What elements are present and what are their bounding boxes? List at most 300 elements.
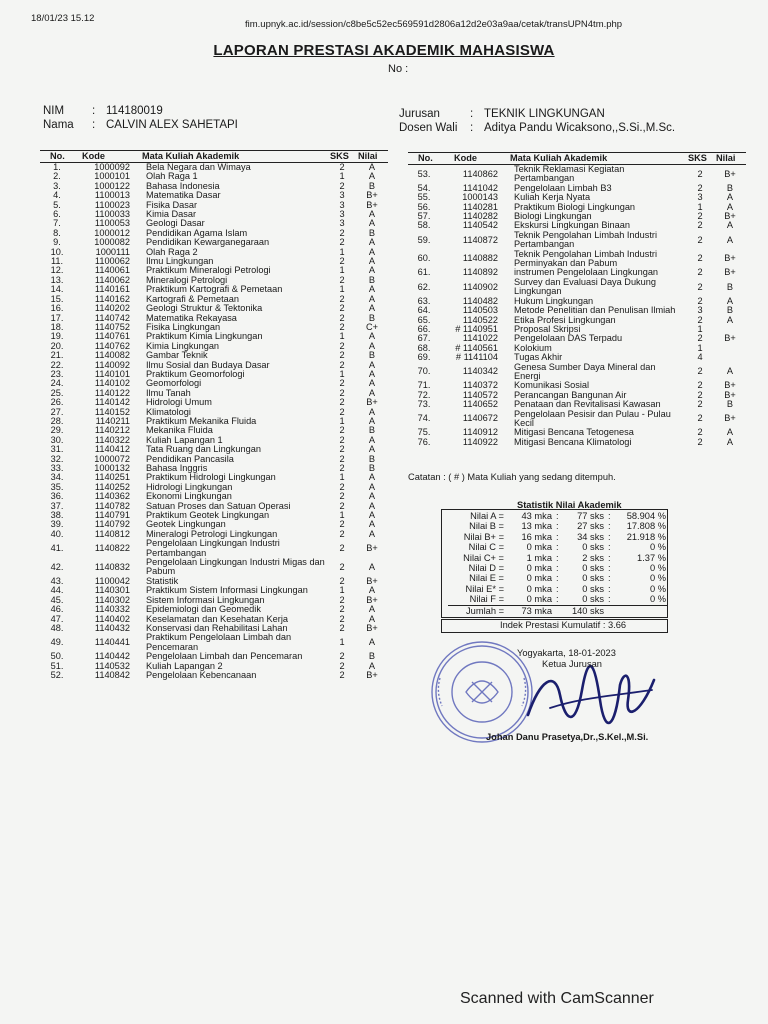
row-kode: # 1140561 <box>455 342 498 353</box>
row-nilai <box>714 344 746 353</box>
row-nilai: B+ <box>366 622 378 633</box>
row-mata-kuliah: Bahasa Indonesia <box>146 180 220 191</box>
row-sks: 2 <box>339 425 345 436</box>
row-no: 3. <box>53 180 61 191</box>
row-kode: 1140761 <box>94 331 130 342</box>
row-kode: 1140342 <box>462 366 498 377</box>
stat-sep1: : <box>556 521 559 532</box>
row-nilai: A <box>726 295 734 306</box>
stat-sep2: : <box>608 563 611 574</box>
row-sks: 1 <box>339 331 345 342</box>
row-mata-kuliah: Ilmu Lingkungan <box>146 256 214 267</box>
table-row <box>40 238 388 247</box>
courses-table-right <box>408 152 746 447</box>
stat-sks: 140 sks <box>571 605 604 616</box>
row-no: 36. <box>50 491 64 502</box>
row-no: 75. <box>417 427 431 438</box>
row-no: 76. <box>417 436 431 447</box>
stat-sks: 0 sks <box>582 583 604 594</box>
row-no: 14. <box>50 284 64 295</box>
stat-sks: 0 sks <box>582 573 604 584</box>
row-mata-kuliah: Genesa Sumber Daya Mineral dan Energi <box>514 361 656 381</box>
table-row <box>40 370 388 379</box>
row-sks: 2 <box>339 519 345 530</box>
row-nilai: B <box>368 425 376 436</box>
stat-sep2: : <box>608 552 611 563</box>
row-kode: 1000143 <box>462 192 498 203</box>
row-nilai: A <box>368 246 376 257</box>
row-mata-kuliah: Teknik Pengolahan Limbah Industri Pertambangan <box>514 229 658 250</box>
row-kode: 1140202 <box>94 303 130 314</box>
stat-label: Nilai F = <box>469 594 504 605</box>
row-nilai: A <box>368 218 376 229</box>
jurusan-colon: : <box>470 108 474 120</box>
row-kode: 1140362 <box>94 491 130 502</box>
row-no: 10. <box>50 246 64 257</box>
table-row <box>40 210 388 219</box>
row-nilai: B+ <box>724 168 736 179</box>
row-mata-kuliah: Geotek Lingkungan <box>146 519 226 530</box>
row-sks: 1 <box>339 472 345 483</box>
row-sks: 1 <box>339 171 345 182</box>
row-kode: 1140902 <box>462 281 498 292</box>
header-url: fim.upnyk.ac.id/session/c8be5c52ec569591d2806a12d2e03a9aa/cetak/transUPN4tm.php <box>245 19 623 30</box>
stat-percent: 58.904 % <box>626 511 666 521</box>
row-nilai: B+ <box>724 211 736 222</box>
row-kode: 1140282 <box>462 211 498 222</box>
row-nilai: A <box>368 303 376 314</box>
row-nilai: A <box>368 444 376 455</box>
row-sks: 2 <box>339 528 345 539</box>
row-kode: 1140281 <box>462 201 498 212</box>
stat-sep1: : <box>556 594 559 605</box>
stat-sks: 2 sks <box>582 552 604 563</box>
row-no: 44. <box>50 585 64 596</box>
row-sks: 2 <box>697 281 703 292</box>
row-kode: 1100053 <box>94 218 130 229</box>
row-sks: 1 <box>339 585 345 596</box>
row-no: 45. <box>50 594 64 605</box>
row-nilai: A <box>368 284 376 295</box>
stat-row <box>448 532 668 542</box>
stat-mka: 0 mka <box>526 594 552 605</box>
row-no: 20. <box>50 340 64 351</box>
row-kode: 1140402 <box>94 613 130 624</box>
row-sks: 3 <box>339 209 345 220</box>
row-sks: 2 <box>697 295 703 306</box>
row-no: 55. <box>417 192 431 203</box>
row-kode: # 1141104 <box>455 352 498 363</box>
row-sks: 1 <box>339 637 345 648</box>
row-nilai: B+ <box>724 389 736 400</box>
row-kode: 1140152 <box>94 406 130 417</box>
header-date: 18/01/23 15.12 <box>31 13 95 24</box>
row-no: 17. <box>50 312 64 323</box>
row-mata-kuliah: Praktikum Geotek Lingkungan <box>146 510 270 521</box>
row-mata-kuliah: Etika Profesi Lingkungan <box>514 314 616 325</box>
row-nilai: A <box>726 192 734 203</box>
row-nilai: A <box>368 604 376 615</box>
col-nilai: Nilai <box>356 151 388 163</box>
row-no: 8. <box>53 227 61 238</box>
row-nilai: A <box>368 613 376 624</box>
row-kode: 1000012 <box>94 227 130 238</box>
row-nilai: B+ <box>366 594 378 605</box>
row-kode: 1000082 <box>94 237 130 248</box>
row-no: 58. <box>417 220 431 231</box>
nim-label: NIM <box>43 105 65 117</box>
row-kode: 1140122 <box>94 387 130 398</box>
row-sks: 3 <box>339 218 345 229</box>
row-mata-kuliah: Biologi Lingkungan <box>514 211 592 222</box>
row-nilai: A <box>368 378 376 389</box>
stat-sep1: : <box>556 542 559 553</box>
row-no: 74. <box>417 413 431 424</box>
row-kode: 1140532 <box>94 660 130 671</box>
row-mata-kuliah: Matematika Rekayasa <box>146 312 237 323</box>
stat-label: Nilai C = <box>468 542 504 553</box>
stat-mka: 73 mka <box>521 605 552 616</box>
table-row <box>40 163 388 173</box>
row-mata-kuliah: Bahasa Inggris <box>146 463 208 473</box>
row-nilai: A <box>368 406 376 417</box>
row-nilai: B <box>368 453 376 464</box>
row-sks: 3 <box>339 199 345 210</box>
stat-sep1: : <box>556 573 559 584</box>
row-sks: 2 <box>339 378 345 389</box>
stat-sep1: : <box>556 563 559 574</box>
row-sks: 2 <box>339 613 345 624</box>
row-sks: 2 <box>339 604 345 615</box>
row-no: 69. <box>417 352 431 363</box>
row-no: 73. <box>417 399 431 410</box>
row-mata-kuliah: Praktikum Pengelolaan Limbah dan Pencemaran <box>146 632 292 652</box>
stat-sep1: : <box>556 511 559 521</box>
stat-percent: 17.808 % <box>626 521 666 532</box>
table-row <box>40 379 388 388</box>
row-nilai: A <box>368 209 376 220</box>
row-sks: 2 <box>339 660 345 671</box>
row-sks: 1 <box>339 510 345 521</box>
row-kode: 1140432 <box>94 622 130 633</box>
row-mata-kuliah: Mineralogi Petrologi <box>146 274 228 285</box>
row-no: 48. <box>50 622 64 633</box>
row-kode: 1140211 <box>95 415 130 426</box>
row-kode: 1140102 <box>94 378 130 389</box>
row-no: 1. <box>53 162 61 172</box>
row-kode: 1140252 <box>94 481 130 492</box>
table-row <box>40 201 388 210</box>
row-nilai: A <box>368 359 376 370</box>
stat-sep2: : <box>608 542 611 553</box>
stat-sks: 0 sks <box>582 563 604 574</box>
row-mata-kuliah: Gambar Teknik <box>146 350 208 361</box>
stat-row <box>448 542 668 552</box>
row-nilai: A <box>726 201 734 212</box>
row-nilai: C+ <box>365 321 378 332</box>
row-sks: 2 <box>697 314 703 325</box>
stat-sep2: : <box>608 511 611 521</box>
row-kode: 1140812 <box>94 528 130 539</box>
stat-percent: 21.918 % <box>626 531 666 542</box>
row-mata-kuliah: Kimia Lingkungan <box>146 340 220 351</box>
row-mata-kuliah: Tata Ruang dan Lingkungan <box>146 444 261 455</box>
row-kode: 1141022 <box>462 333 498 344</box>
row-nilai: A <box>368 519 376 530</box>
row-nilai: A <box>368 293 376 304</box>
row-sks: 2 <box>339 622 345 633</box>
nama-colon: : <box>92 119 96 131</box>
stat-percent: 0 % <box>649 542 666 553</box>
row-mata-kuliah: Praktikum Geomorfologi <box>146 368 245 379</box>
stat-label: Nilai A = <box>470 511 504 521</box>
row-sks: 2 <box>697 380 703 391</box>
row-nilai: B <box>726 305 734 316</box>
row-no: 59. <box>417 234 431 245</box>
row-sks: 1 <box>339 246 345 257</box>
table-row <box>40 248 388 257</box>
row-no: 54. <box>417 182 431 193</box>
row-mata-kuliah: Kuliah Lapangan 2 <box>146 660 223 671</box>
row-kode: 1140652 <box>462 399 498 410</box>
row-no: 19. <box>50 331 64 342</box>
stat-mka: 13 mka <box>521 521 552 532</box>
row-kode: 1140912 <box>462 427 498 438</box>
row-nilai: A <box>368 510 376 521</box>
row-kode: 1140503 <box>462 305 498 316</box>
row-sks: 2 <box>697 253 703 264</box>
row-nilai: A <box>368 265 376 276</box>
row-nilai: B <box>368 227 376 238</box>
row-mata-kuliah: instrumen Pengelolaan Lingkungan <box>514 267 659 278</box>
signature-icon <box>520 660 660 740</box>
row-nilai: A <box>368 368 376 379</box>
row-no: 63. <box>417 295 431 306</box>
row-nilai: A <box>726 234 734 245</box>
row-mata-kuliah: Praktikum Mekanika Fluida <box>146 415 257 426</box>
row-nilai: A <box>368 434 376 445</box>
table-header-row <box>408 153 746 165</box>
row-nilai: B+ <box>366 397 378 408</box>
jurusan-label: Jurusan <box>399 108 440 120</box>
row-kode: 1140441 <box>94 637 130 648</box>
row-no: 65. <box>417 314 431 325</box>
stat-label: Nilai E = <box>469 573 504 584</box>
row-kode: 1000092 <box>94 162 130 172</box>
row-no: 27. <box>50 406 64 417</box>
row-mata-kuliah: Pengelolaan DAS Terpadu <box>514 333 623 344</box>
row-mata-kuliah: Statistik <box>146 575 179 586</box>
row-kode: 1140161 <box>94 284 130 295</box>
row-no: 29. <box>50 425 64 436</box>
row-mata-kuliah: Pendidikan Kewarganegaraan <box>146 237 270 248</box>
row-mata-kuliah: Olah Raga 1 <box>146 171 198 182</box>
row-sks: 2 <box>339 162 345 172</box>
row-sks: 2 <box>339 561 345 572</box>
row-kode: 1141042 <box>462 182 498 193</box>
row-mata-kuliah: Ilmu Tanah <box>146 387 191 398</box>
stat-percent: 0 % <box>649 573 666 584</box>
row-mata-kuliah: Geologi Struktur & Tektonika <box>146 303 263 314</box>
row-no: 70. <box>417 366 431 377</box>
row-kode: # 1140951 <box>455 323 498 334</box>
row-kode: 1140412 <box>94 444 130 455</box>
row-nilai: B <box>368 312 376 323</box>
row-kode: 1140872 <box>462 234 498 245</box>
row-no: 23. <box>50 368 64 379</box>
row-kode: 1140672 <box>462 413 498 424</box>
col-sks: SKS <box>686 153 714 165</box>
row-sks: 1 <box>697 201 703 212</box>
row-no: 9. <box>53 237 61 248</box>
row-kode: 1140572 <box>462 389 498 400</box>
table-row <box>408 438 746 447</box>
row-sks: 2 <box>697 220 703 231</box>
row-no: 32. <box>50 453 64 464</box>
row-sks: 2 <box>339 491 345 502</box>
row-no: 28. <box>50 415 64 426</box>
row-no: 72. <box>417 389 431 400</box>
row-kode: 1140542 <box>462 220 498 231</box>
row-kode: 1140372 <box>462 380 498 391</box>
row-kode: 1100013 <box>94 190 130 201</box>
row-no: 71. <box>417 380 431 391</box>
row-nilai: A <box>368 237 376 248</box>
row-mata-kuliah: Pengelolaan Kebencanaan <box>146 669 257 680</box>
row-mata-kuliah: Hidrologi Umum <box>146 397 212 408</box>
stat-row <box>448 511 668 521</box>
row-no: 18. <box>50 321 64 332</box>
row-mata-kuliah: Pengelolaan Limbah dan Pencemaran <box>146 651 303 662</box>
table-row <box>40 191 388 200</box>
row-kode: 1140762 <box>94 340 130 351</box>
row-no: 57. <box>417 211 431 222</box>
row-sks: 2 <box>339 463 345 473</box>
row-sks: 2 <box>697 399 703 410</box>
table-row <box>40 558 388 577</box>
row-nilai: B+ <box>366 199 378 210</box>
row-no: 31. <box>50 444 64 455</box>
row-nilai: A <box>368 472 376 483</box>
row-sks: 2 <box>339 444 345 455</box>
row-mata-kuliah: Pendidikan Pancasila <box>146 453 234 464</box>
col-no: No. <box>408 153 440 165</box>
row-kode: 1100033 <box>94 209 130 220</box>
row-nilai: A <box>726 436 734 447</box>
stat-sep2: : <box>608 583 611 594</box>
row-mata-kuliah: Tugas Akhir <box>514 352 563 363</box>
stat-sep1: : <box>556 531 559 542</box>
row-mata-kuliah: Survey dan Evaluasi Daya Dukung Lingkungan <box>514 276 656 297</box>
row-sks: 2 <box>339 434 345 445</box>
stats-title: Statistik Nilai Akademik <box>517 500 622 510</box>
row-sks: 2 <box>697 211 703 222</box>
table-row <box>408 250 746 269</box>
row-kode: 1140101 <box>94 368 130 379</box>
row-nilai: B+ <box>366 542 378 553</box>
stat-sks: 34 sks <box>577 531 604 542</box>
row-kode: 1000111 <box>95 246 130 257</box>
row-nilai: B <box>368 651 376 662</box>
row-nilai: B+ <box>724 413 736 424</box>
stat-mka: 43 mka <box>521 511 552 521</box>
row-mata-kuliah: Matematika Dasar <box>146 190 221 201</box>
row-kode: 1140332 <box>94 604 130 615</box>
row-mata-kuliah: Kimia Dasar <box>146 209 197 220</box>
stat-mka: 0 mka <box>526 563 552 574</box>
row-no: 16. <box>50 303 64 314</box>
row-mata-kuliah: Praktikum Kimia Lingkungan <box>146 331 263 342</box>
row-kode: 1140791 <box>94 510 130 521</box>
row-mata-kuliah: Penataan dan Revitalisasi Kawasan <box>514 399 661 410</box>
row-sks: 2 <box>339 359 345 370</box>
stat-percent: 0 % <box>649 563 666 574</box>
row-kode: 1140142 <box>94 397 130 408</box>
row-sks: 2 <box>339 406 345 417</box>
row-mata-kuliah: Proposal Skripsi <box>514 323 581 334</box>
row-kode: 1140061 <box>94 265 130 276</box>
row-mata-kuliah: Epidemiologi dan Geomedik <box>146 604 261 615</box>
jurusan-value: TEKNIK LINGKUNGAN <box>484 108 605 120</box>
table-row <box>40 389 388 398</box>
row-no: 61. <box>417 267 431 278</box>
row-kode: 1000101 <box>94 171 130 182</box>
row-mata-kuliah: Teknik Reklamasi Kegiatan Pertambangan <box>514 164 625 184</box>
row-nilai <box>714 353 746 362</box>
row-no: 34. <box>50 472 64 483</box>
stat-label: Nilai D = <box>468 563 504 574</box>
row-sks: 2 <box>339 387 345 398</box>
row-nilai: A <box>368 528 376 539</box>
row-kode: 1140892 <box>462 267 498 278</box>
row-mata-kuliah: Pengelolaan Lingkungan Industri Pertambangan <box>146 538 280 558</box>
row-no: 5. <box>53 199 61 210</box>
row-kode: 1100023 <box>94 199 130 210</box>
row-sks: 2 <box>339 340 345 351</box>
row-nilai: A <box>368 162 376 172</box>
stat-percent <box>622 605 668 616</box>
row-mata-kuliah: Kartografi & Pemetaan <box>146 293 239 304</box>
col-kode: Kode <box>74 151 132 163</box>
row-kode: 1140882 <box>462 253 498 264</box>
row-kode: 1140092 <box>94 359 130 370</box>
row-mata-kuliah: Praktikum Mineralogi Petrologi <box>146 265 271 276</box>
row-kode: 1140742 <box>94 312 130 323</box>
row-kode: 1000072 <box>94 453 130 464</box>
row-kode: 1140842 <box>94 669 130 680</box>
row-no: 51. <box>50 660 64 671</box>
row-nilai: B+ <box>366 190 378 201</box>
col-sks: SKS <box>328 151 356 163</box>
row-mata-kuliah: Hidrologi Lingkungan <box>146 481 233 492</box>
table-row <box>40 671 388 680</box>
ipk-value: Indek Prestasi Kumulatif : 3.66 <box>500 620 627 630</box>
row-no: 15. <box>50 293 64 304</box>
stat-mka: 0 mka <box>526 542 552 553</box>
row-nilai: A <box>368 256 376 267</box>
col-mata-kuliah: Mata Kuliah Akademik <box>132 151 328 163</box>
row-sks: 1 <box>339 415 345 426</box>
row-mata-kuliah: Sistem Informasi Lingkungan <box>146 594 265 605</box>
row-nilai: B+ <box>724 333 736 344</box>
row-nilai: B <box>368 350 376 361</box>
row-nilai: B <box>726 399 734 410</box>
row-mata-kuliah: Geomorfologi <box>146 378 202 389</box>
row-mata-kuliah: Komunikasi Sosial <box>514 380 590 391</box>
row-nilai: A <box>726 427 734 438</box>
row-sks: 2 <box>697 234 703 245</box>
row-no: 13. <box>50 274 64 285</box>
